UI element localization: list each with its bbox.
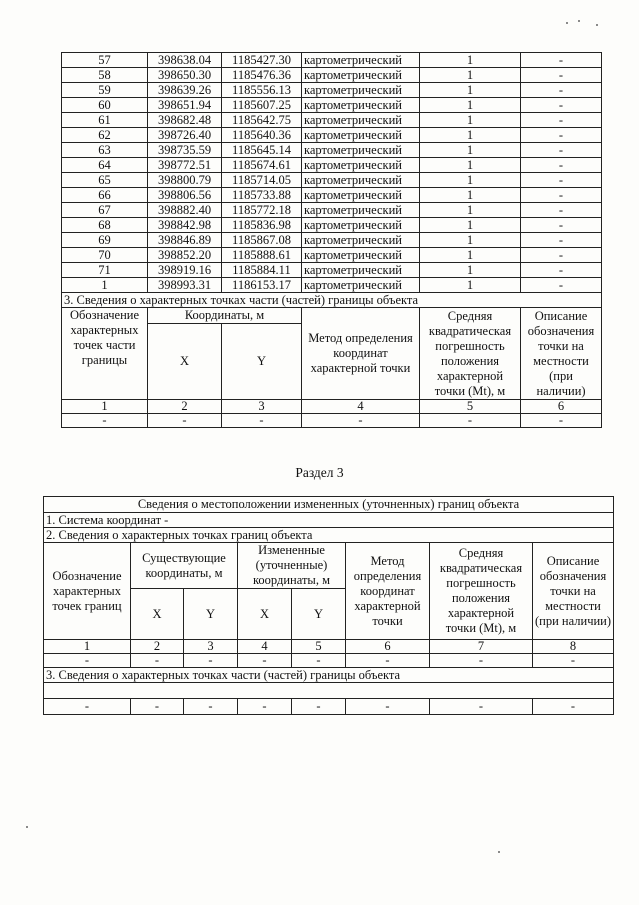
- col-x2-header: X: [238, 589, 292, 640]
- column-numbers-row: [44, 640, 614, 654]
- col-existing-header: Существующие координаты, м: [131, 543, 238, 589]
- cell-e: 1: [420, 233, 521, 248]
- cell-n: 71: [62, 263, 148, 278]
- empty-cell: -: [148, 414, 222, 428]
- table-row: [62, 233, 602, 248]
- col-num: 2: [131, 640, 184, 654]
- cell-x: 398639.26: [148, 83, 222, 98]
- blank-row: [44, 683, 614, 699]
- cell-y: 1185645.14: [222, 143, 302, 158]
- cell-m: картометрический: [302, 233, 420, 248]
- cell-y: 1185640.36: [222, 128, 302, 143]
- empty-cell: -: [346, 699, 430, 715]
- col-point-header: Обозначение характерных точек части границы: [62, 308, 148, 400]
- cell-x: 398682.48: [148, 113, 222, 128]
- cell-d: -: [521, 113, 602, 128]
- cell-y: 1185884.11: [222, 263, 302, 278]
- cell-x: 398638.04: [148, 53, 222, 68]
- cell-x: 398800.79: [148, 173, 222, 188]
- cell-x: 398846.89: [148, 233, 222, 248]
- section2-title: 2. Сведения о характерных точках границ объекта: [44, 528, 614, 543]
- table-row: [62, 278, 602, 293]
- empty-cell: -: [521, 414, 602, 428]
- table-row: [62, 203, 602, 218]
- cell-e: 1: [420, 113, 521, 128]
- cell-m: картометрический: [302, 173, 420, 188]
- cell-n: 64: [62, 158, 148, 173]
- table-row: [62, 113, 602, 128]
- cell-m: картометрический: [302, 188, 420, 203]
- section3-part-block: [62, 293, 602, 428]
- cell-d: -: [521, 53, 602, 68]
- cell-e: 1: [420, 218, 521, 233]
- empty-cell: -: [533, 699, 614, 715]
- cell-y: 1185674.61: [222, 158, 302, 173]
- cell-n: 61: [62, 113, 148, 128]
- cell-x: 398735.59: [148, 143, 222, 158]
- col-y1-header: Y: [184, 589, 238, 640]
- cell-e: 1: [420, 248, 521, 263]
- cell-n: 1: [62, 278, 148, 293]
- table-row: [62, 263, 602, 278]
- col-changed-header: Измененные (уточненные) координаты, м: [238, 543, 346, 589]
- empty-cell: -: [238, 654, 292, 668]
- empty-cell: -: [420, 414, 521, 428]
- column-numbers-row: [62, 400, 602, 414]
- empty-cell: -: [62, 414, 148, 428]
- cell-y: 1185867.08: [222, 233, 302, 248]
- cell-d: -: [521, 83, 602, 98]
- cell-m: картометрический: [302, 278, 420, 293]
- table-row: [62, 128, 602, 143]
- cell-y: 1185607.25: [222, 98, 302, 113]
- cell-d: -: [521, 263, 602, 278]
- empty-row: [44, 654, 614, 668]
- cell-d: -: [521, 143, 602, 158]
- empty-cell: -: [302, 414, 420, 428]
- empty-cell: -: [238, 699, 292, 715]
- cell-m: картометрический: [302, 83, 420, 98]
- boundary-points-body: [62, 53, 602, 293]
- cell-d: -: [521, 98, 602, 113]
- col-num: 5: [292, 640, 346, 654]
- empty-cell: -: [346, 654, 430, 668]
- empty-cell: -: [184, 654, 238, 668]
- cell-e: 1: [420, 143, 521, 158]
- cell-n: 59: [62, 83, 148, 98]
- table-row: [62, 68, 602, 83]
- col-method-header: Метод определения координат характерной точки: [346, 543, 430, 640]
- col-num: 1: [62, 400, 148, 414]
- cell-d: -: [521, 278, 602, 293]
- table-row: [62, 218, 602, 233]
- col-num: 3: [222, 400, 302, 414]
- empty-cell: -: [430, 654, 533, 668]
- col-num: 8: [533, 640, 614, 654]
- cell-n: 57: [62, 53, 148, 68]
- cell-y: 1185714.05: [222, 173, 302, 188]
- cell-m: картометрический: [302, 203, 420, 218]
- cell-n: 67: [62, 203, 148, 218]
- cell-d: -: [521, 173, 602, 188]
- empty-cell: -: [44, 699, 131, 715]
- col-num: 6: [521, 400, 602, 414]
- cell-y: 1185733.88: [222, 188, 302, 203]
- cell-m: картометрический: [302, 143, 420, 158]
- cell-m: картометрический: [302, 263, 420, 278]
- cell-y: 1185836.98: [222, 218, 302, 233]
- empty-cell: -: [292, 699, 346, 715]
- table-row: [62, 158, 602, 173]
- cell-n: 65: [62, 173, 148, 188]
- col-x-header: X: [148, 324, 222, 400]
- cell-y: 1185772.18: [222, 203, 302, 218]
- cell-y: 1185642.75: [222, 113, 302, 128]
- scan-speck: [596, 24, 598, 26]
- col-error-header: Средняя квадратическая погрешность положения характерной точки (Mt), м: [430, 543, 533, 640]
- cell-y: 1186153.17: [222, 278, 302, 293]
- col-num: 5: [420, 400, 521, 414]
- cell-e: 1: [420, 68, 521, 83]
- cell-e: 1: [420, 128, 521, 143]
- col-method-header: Метод определения координат характерной точки: [302, 308, 420, 400]
- cell-n: 58: [62, 68, 148, 83]
- cell-n: 70: [62, 248, 148, 263]
- cell-m: картометрический: [302, 53, 420, 68]
- cell-d: -: [521, 248, 602, 263]
- cell-m: картометрический: [302, 248, 420, 263]
- cell-e: 1: [420, 203, 521, 218]
- cell-x: 398806.56: [148, 188, 222, 203]
- table-title: Сведения о местоположении измененных (уточненных) границ объекта: [44, 497, 614, 513]
- empty-cell: -: [131, 654, 184, 668]
- cell-d: -: [521, 233, 602, 248]
- table-row: [62, 143, 602, 158]
- cell-d: -: [521, 188, 602, 203]
- table-row: [62, 248, 602, 263]
- col-error-header: Средняя квадратическая погрешность положения характерной точки (Mt), м: [420, 308, 521, 400]
- cell-y: 1185556.13: [222, 83, 302, 98]
- cell-n: 69: [62, 233, 148, 248]
- cell-d: -: [521, 128, 602, 143]
- cell-d: -: [521, 203, 602, 218]
- empty-cell: -: [44, 654, 131, 668]
- empty-cell: -: [430, 699, 533, 715]
- empty-cell: -: [533, 654, 614, 668]
- cell-n: 68: [62, 218, 148, 233]
- cell-m: картометрический: [302, 68, 420, 83]
- col-x1-header: X: [131, 589, 184, 640]
- section3-title: 3. Сведения о характерных точках части (частей) границы объекта: [62, 293, 602, 308]
- boundary-points-table: [61, 52, 602, 428]
- col-point-header: Обозначение характерных точек границ: [44, 543, 131, 640]
- col-num: 4: [302, 400, 420, 414]
- scan-speck: [578, 20, 580, 22]
- empty-cell: -: [222, 414, 302, 428]
- col-num: 3: [184, 640, 238, 654]
- scan-speck: [498, 851, 500, 853]
- cell-x: 398651.94: [148, 98, 222, 113]
- cell-m: картометрический: [302, 113, 420, 128]
- section-heading: Раздел 3: [295, 465, 344, 480]
- cell-y: 1185476.36: [222, 68, 302, 83]
- table-row: [62, 98, 602, 113]
- cell-e: 1: [420, 98, 521, 113]
- cell-x: 398993.31: [148, 278, 222, 293]
- cell-e: 1: [420, 173, 521, 188]
- cell-e: 1: [420, 83, 521, 98]
- empty-row: [62, 414, 602, 428]
- cell-x: 398772.51: [148, 158, 222, 173]
- col-num: 7: [430, 640, 533, 654]
- cell-n: 62: [62, 128, 148, 143]
- empty-cell: -: [184, 699, 238, 715]
- cell-m: картометрический: [302, 158, 420, 173]
- cell-m: картометрический: [302, 128, 420, 143]
- empty-cell: -: [292, 654, 346, 668]
- cell-m: картометрический: [302, 218, 420, 233]
- cell-y: 1185888.61: [222, 248, 302, 263]
- cell-x: 398882.40: [148, 203, 222, 218]
- cell-x: 398726.40: [148, 128, 222, 143]
- table-row: [62, 83, 602, 98]
- cell-e: 1: [420, 278, 521, 293]
- cell-d: -: [521, 68, 602, 83]
- scan-speck: [26, 826, 28, 828]
- table-row: [62, 53, 602, 68]
- cell-e: 1: [420, 53, 521, 68]
- cell-e: 1: [420, 158, 521, 173]
- cell-x: 398919.16: [148, 263, 222, 278]
- coord-system: 1. Система координат -: [44, 513, 614, 528]
- cell-e: 1: [420, 188, 521, 203]
- scan-speck: [566, 22, 568, 24]
- changed-boundaries-table: [43, 496, 614, 715]
- empty-cell: -: [131, 699, 184, 715]
- cell-d: -: [521, 158, 602, 173]
- table-row: [62, 188, 602, 203]
- cell-n: 66: [62, 188, 148, 203]
- cell-n: 60: [62, 98, 148, 113]
- cell-x: 398842.98: [148, 218, 222, 233]
- cell-d: -: [521, 218, 602, 233]
- col-num: 6: [346, 640, 430, 654]
- col-desc-header: Описание обозначения точки на местности (при наличии): [533, 543, 614, 640]
- cell-y: 1185427.30: [222, 53, 302, 68]
- col-num: 2: [148, 400, 222, 414]
- cell-e: 1: [420, 263, 521, 278]
- table-row: [62, 173, 602, 188]
- cell-x: 398852.20: [148, 248, 222, 263]
- col-desc-header: Описание обозначения точки на местности (при наличии): [521, 308, 602, 400]
- cell-x: 398650.30: [148, 68, 222, 83]
- col-coords-header: Координаты, м: [148, 308, 302, 324]
- col-y-header: Y: [222, 324, 302, 400]
- col-num: 4: [238, 640, 292, 654]
- col-num: 1: [44, 640, 131, 654]
- col-y2-header: Y: [292, 589, 346, 640]
- empty-row: [44, 699, 614, 715]
- section3-title: 3. Сведения о характерных точках части (частей) границы объекта: [44, 668, 614, 683]
- cell-n: 63: [62, 143, 148, 158]
- cell-m: картометрический: [302, 98, 420, 113]
